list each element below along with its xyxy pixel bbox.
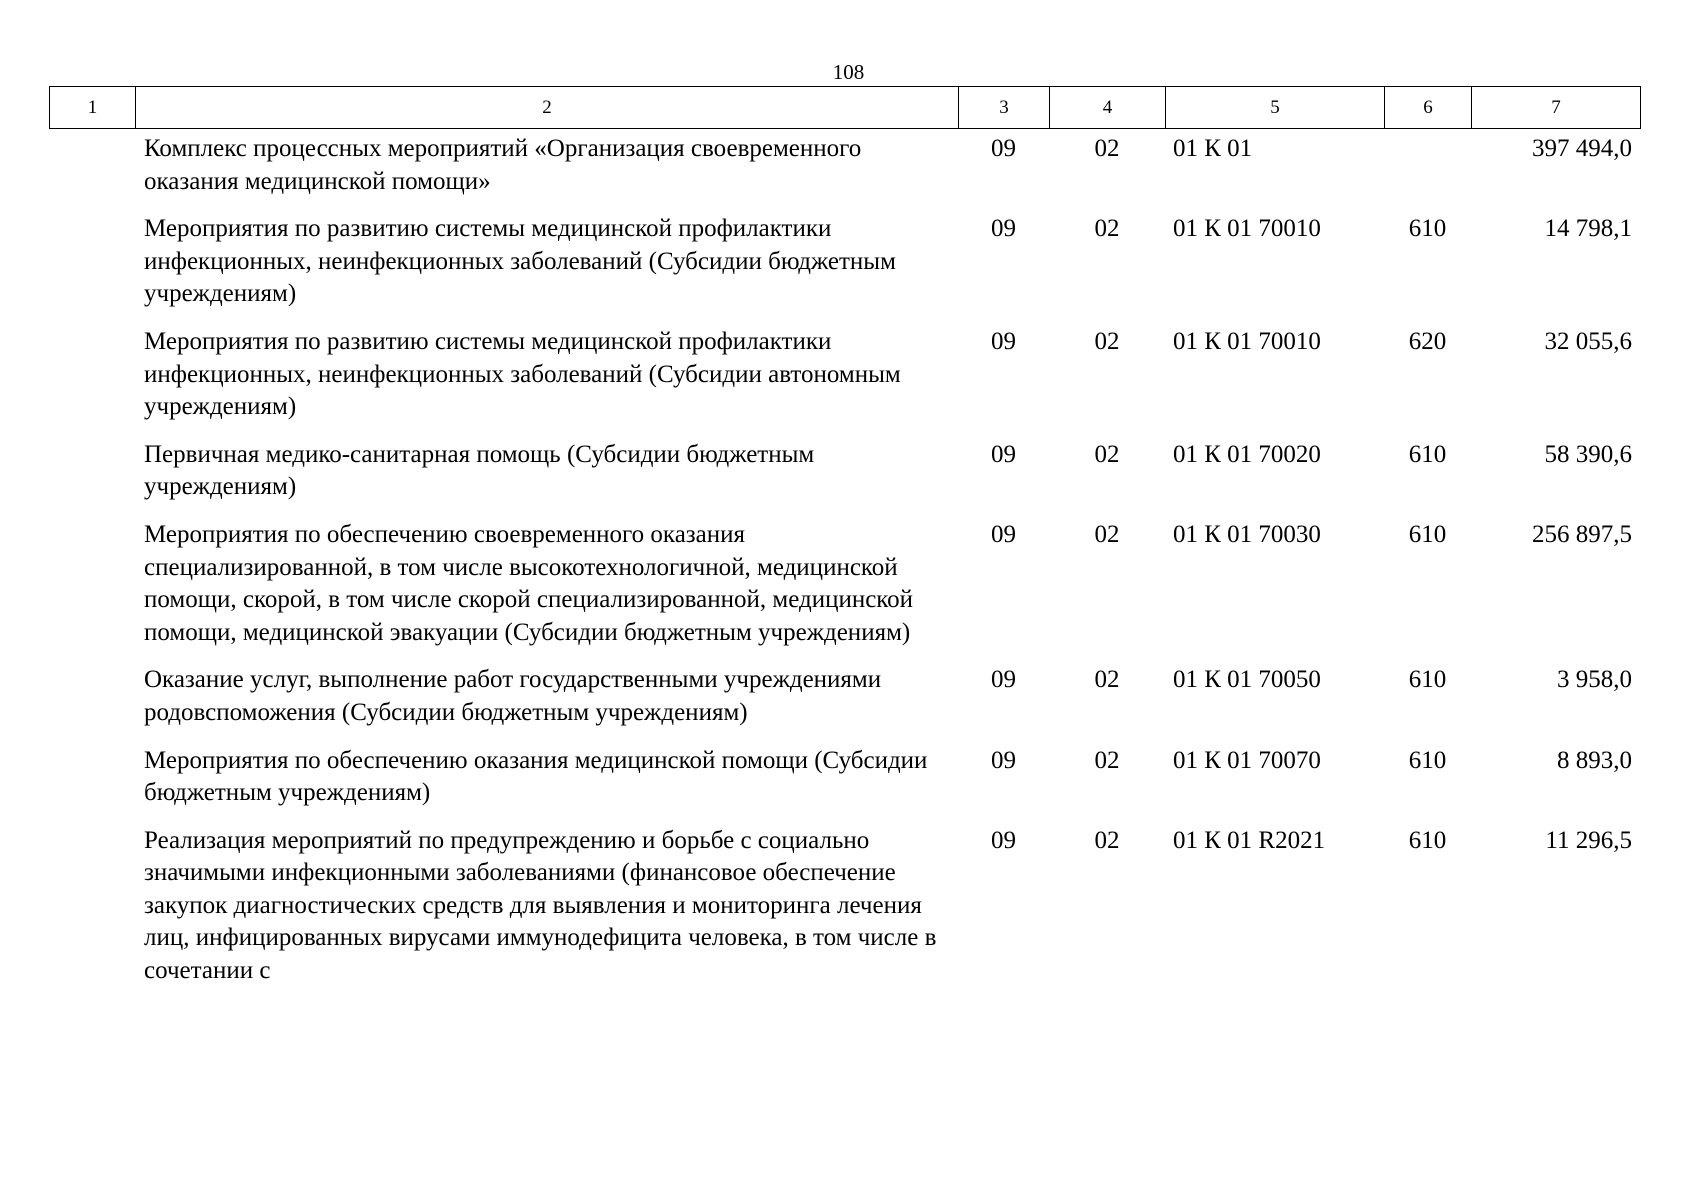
row-name: Реализация мероприятий по предупреждению и борьбе с социально значимыми инфекционными заболеваниями (финансовое обеспечение закупок диагностических средств для выявления и мониторинга лечения лиц, инфицированных вирусами иммунодефицита человека, в том числе в сочетании с xyxy=(144,826,937,985)
header-col-2: 2 xyxy=(136,87,959,129)
row-subsection: 02 xyxy=(1094,826,1120,854)
row-amount: 58 390,6 xyxy=(1544,440,1632,468)
row-amount: 8 893,0 xyxy=(1557,746,1632,774)
row-section: 09 xyxy=(991,215,1016,243)
row-subsection: 02 xyxy=(1094,215,1120,243)
row-subsection: 02 xyxy=(1094,135,1120,162)
row-section: 09 xyxy=(991,520,1016,548)
row-subsection: 02 xyxy=(1094,746,1120,774)
table-row xyxy=(49,745,1640,825)
row-expense-type: 620 xyxy=(1408,327,1447,355)
row-amount: 32 055,6 xyxy=(1544,327,1632,355)
header-col-4: 4 xyxy=(1050,87,1166,129)
row-amount: 11 296,5 xyxy=(1545,826,1632,854)
header-col-6: 6 xyxy=(1385,87,1472,129)
row-target-article: 01 К 01 70020 xyxy=(1173,440,1321,468)
row-section: 09 xyxy=(991,440,1016,468)
row-target-article: 01 К 01 70070 xyxy=(1173,746,1321,774)
row-expense-type: 610 xyxy=(1408,826,1447,854)
column-number-header xyxy=(49,86,1641,129)
row-subsection: 02 xyxy=(1094,327,1120,355)
row-target-article: 01 К 01 70010 xyxy=(1173,327,1321,355)
row-name: Мероприятия по развитию системы медицинской профилактики инфекционных, неинфекционных заболеваний (Субсидии бюджетным учреждениям) xyxy=(144,215,896,308)
row-name: Мероприятия по развитию системы медицинской профилактики инфекционных, неинфекционных заболеваний (Субсидии автономным учреждениям) xyxy=(144,327,901,421)
row-expense-type xyxy=(1384,133,1471,213)
header-row xyxy=(50,87,1641,129)
row-section: 09 xyxy=(991,135,1016,162)
row-name: Мероприятия по обеспечению своевременного оказания специализированной, в том числе высокотехнологичной, медицинской помощи, скорой, в том числе скорой специализированной, медицинской помощи, медицинской эвакуации (Субсидии бюджетным учреждениям) xyxy=(144,520,914,646)
header-col-1: 1 xyxy=(50,87,136,129)
table-row xyxy=(49,133,1640,213)
table-row xyxy=(49,664,1640,744)
table-row xyxy=(49,326,1640,439)
row-target-article: 01 К 01 70030 xyxy=(1173,520,1321,548)
row-expense-type: 610 xyxy=(1408,746,1447,774)
row-amount: 397 494,0 xyxy=(1532,135,1632,162)
row-target-article: 01 К 01 xyxy=(1173,135,1253,162)
row-name: Мероприятия по обеспечению оказания медицинской помощи (Субсидии бюджетным учреждениям) xyxy=(144,746,928,807)
row-expense-type: 610 xyxy=(1408,440,1447,468)
row-target-article: 01 К 01 R2021 xyxy=(1173,826,1326,854)
table-row xyxy=(49,519,1640,664)
page-number: 108 xyxy=(832,60,865,84)
table-row xyxy=(49,213,1640,326)
row-section: 09 xyxy=(991,826,1016,854)
row-expense-type: 610 xyxy=(1408,215,1447,243)
row-section: 09 xyxy=(991,666,1016,694)
row-target-article: 01 К 01 70010 xyxy=(1173,215,1321,243)
row-amount: 3 958,0 xyxy=(1557,666,1632,694)
budget-table xyxy=(49,133,1640,1003)
row-name: Оказание услуг, выполнение работ государственными учреждениями родовспоможения (Субсидии бюджетным учреждениям) xyxy=(144,666,882,726)
header-col-5: 5 xyxy=(1166,87,1385,129)
row-name: Первичная медико-санитарная помощь (Субсидии бюджетным учреждениям) xyxy=(144,440,815,501)
row-amount: 256 897,5 xyxy=(1532,520,1632,548)
row-subsection: 02 xyxy=(1094,520,1120,548)
row-amount: 14 798,1 xyxy=(1544,215,1632,243)
table-row xyxy=(49,439,1640,519)
table-row xyxy=(49,825,1640,1003)
row-section: 09 xyxy=(991,327,1016,355)
row-subsection: 02 xyxy=(1094,666,1120,694)
row-expense-type: 610 xyxy=(1408,520,1447,548)
row-expense-type: 610 xyxy=(1408,666,1447,694)
row-section: 09 xyxy=(991,746,1016,774)
row-subsection: 02 xyxy=(1094,440,1120,468)
header-col-3: 3 xyxy=(959,87,1050,129)
row-name: Комплекс процессных мероприятий «Организация своевременного оказания медицинской помощи» xyxy=(144,135,862,195)
header-col-7: 7 xyxy=(1472,87,1641,129)
row-target-article: 01 К 01 70050 xyxy=(1173,666,1321,694)
